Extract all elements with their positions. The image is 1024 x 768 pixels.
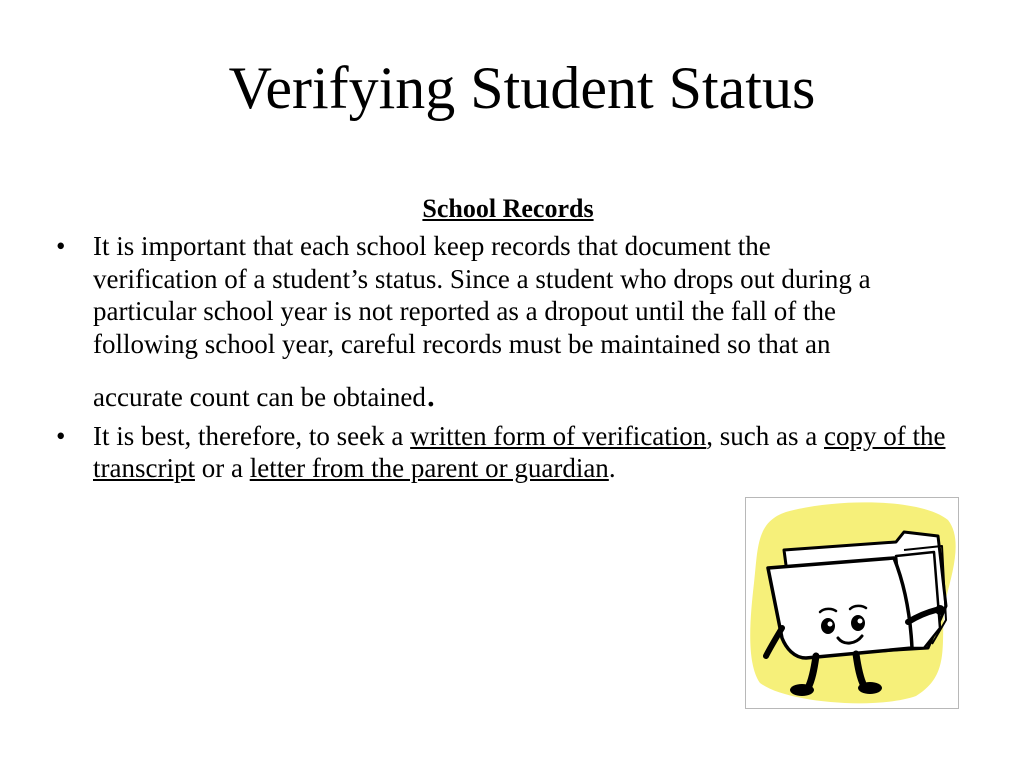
bullet-text [93, 421, 945, 484]
slide-title: Verifying Student Status [228, 55, 816, 121]
text-run: It is best, therefore, to seek a [93, 420, 411, 451]
folder-clipart [745, 497, 959, 709]
bullet-text [93, 231, 871, 415]
bullet-item [56, 230, 976, 414]
section-heading: School Records [422, 194, 594, 223]
folder-foot [858, 682, 882, 694]
large-period: . [425, 370, 436, 415]
bullet-icon: • [56, 231, 66, 261]
bullet-line: following school year, careful records must be maintained so that an [93, 328, 831, 359]
bullet-line: verification of a student’s status. Since a student who drops out during a [93, 263, 871, 294]
folder-eye [821, 618, 835, 634]
written-verification-link[interactable]: written form of verification [410, 420, 707, 451]
bullet-line: accurate count can be obtained [93, 382, 426, 412]
bullet-item [56, 420, 976, 485]
bullet-icon: • [56, 420, 66, 451]
folder-front [768, 558, 912, 658]
transcript-link[interactable]: copy of the transcript [93, 420, 946, 483]
bullet-list [56, 230, 976, 491]
bullet-line: It is important that each school keep records that document the [93, 231, 771, 261]
bullet-line: particular school year is not reported as a dropout until the fall of the [93, 296, 837, 326]
parent-letter-link[interactable]: letter from the parent or guardian [249, 453, 609, 483]
folder-foot [790, 684, 814, 696]
bullet-line-last [93, 370, 436, 415]
text-run: or a [194, 453, 250, 483]
text-run: , such as a [706, 420, 825, 451]
smiling-folder-icon [746, 498, 958, 708]
text-run: . [608, 453, 616, 483]
folder-eye [851, 615, 865, 631]
